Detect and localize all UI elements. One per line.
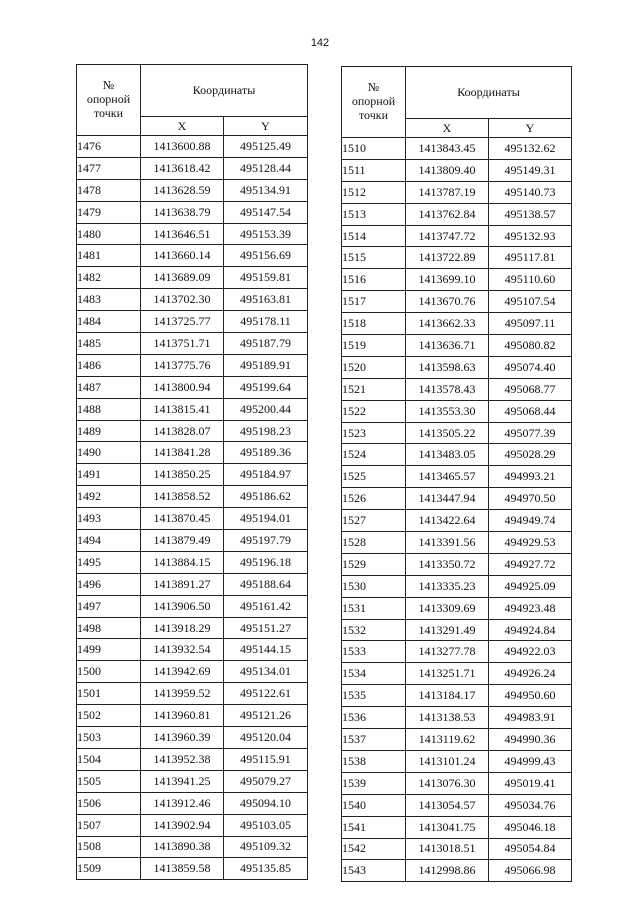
table-row [77, 705, 308, 727]
table-row [77, 289, 308, 311]
table-row [342, 269, 572, 291]
point-number-cell: 1512 [342, 181, 406, 203]
y-coordinate-cell: 495132.62 [489, 138, 572, 160]
y-coordinate-cell: 495187.79 [224, 333, 308, 355]
y-coordinate-cell: 495200.44 [224, 398, 308, 420]
table-row [77, 311, 308, 333]
point-number-cell: 1495 [77, 551, 141, 573]
x-coordinate-cell: 1413751.71 [141, 333, 224, 355]
table-row [342, 313, 572, 335]
point-number-cell: 1480 [77, 223, 141, 245]
table-row [77, 136, 308, 158]
y-coordinate-cell: 494983.91 [489, 707, 572, 729]
table-row [342, 816, 572, 838]
x-coordinate-cell: 1413076.30 [406, 772, 489, 794]
table-row [342, 750, 572, 772]
point-number-cell: 1494 [77, 530, 141, 552]
point-number-cell: 1487 [77, 376, 141, 398]
y-coordinate-cell: 494993.21 [489, 466, 572, 488]
x-coordinate-cell: 1413578.43 [406, 378, 489, 400]
x-coordinate-cell: 1413391.56 [406, 532, 489, 554]
table-row [342, 663, 572, 685]
point-number-cell: 1506 [77, 792, 141, 814]
y-header: Y [224, 117, 308, 136]
y-coordinate-cell: 495128.44 [224, 157, 308, 179]
point-number-cell: 1538 [342, 750, 406, 772]
point-number-cell: 1531 [342, 597, 406, 619]
y-coordinate-cell: 495153.39 [224, 223, 308, 245]
y-coordinate-cell: 495186.62 [224, 486, 308, 508]
x-coordinate-cell: 1413251.71 [406, 663, 489, 685]
coordinates-table-left [76, 64, 308, 880]
x-coordinate-cell: 1413101.24 [406, 750, 489, 772]
y-coordinate-cell: 495109.32 [224, 836, 308, 858]
table-row [342, 159, 572, 181]
y-coordinate-cell: 495054.84 [489, 838, 572, 860]
y-coordinate-cell: 494927.72 [489, 553, 572, 575]
y-coordinate-cell: 495144.15 [224, 639, 308, 661]
y-coordinate-cell: 495134.01 [224, 661, 308, 683]
table-row [77, 376, 308, 398]
coordinates-header: Координаты [406, 67, 572, 119]
y-coordinate-cell: 495019.41 [489, 772, 572, 794]
y-coordinate-cell: 494926.24 [489, 663, 572, 685]
point-number-cell: 1543 [342, 860, 406, 882]
table-row [342, 597, 572, 619]
table-row [77, 464, 308, 486]
table-row [342, 860, 572, 882]
x-coordinate-cell: 1413859.58 [141, 858, 224, 880]
point-header-line2: опорной [351, 94, 396, 109]
x-coordinate-cell: 1413041.75 [406, 816, 489, 838]
table-row [77, 748, 308, 770]
point-number-cell: 1477 [77, 157, 141, 179]
table-row [77, 267, 308, 289]
y-coordinate-cell: 495115.91 [224, 748, 308, 770]
y-coordinate-cell: 494970.50 [489, 488, 572, 510]
table-row [77, 333, 308, 355]
point-number-cell: 1530 [342, 575, 406, 597]
point-number-cell: 1513 [342, 203, 406, 225]
x-coordinate-cell: 1413952.38 [141, 748, 224, 770]
point-number-cell: 1526 [342, 488, 406, 510]
table-row [342, 466, 572, 488]
x-coordinate-cell: 1413138.53 [406, 707, 489, 729]
y-coordinate-cell: 495066.98 [489, 860, 572, 882]
point-number-cell: 1476 [77, 136, 141, 158]
table-row [77, 814, 308, 836]
point-header-line3: точки [358, 107, 389, 122]
x-coordinate-cell: 1413660.14 [141, 245, 224, 267]
point-header-line3: точки [93, 105, 124, 120]
table-row [77, 595, 308, 617]
point-number-cell: 1504 [77, 748, 141, 770]
table-row [342, 181, 572, 203]
x-coordinate-cell: 1413184.17 [406, 685, 489, 707]
point-number-cell: 1521 [342, 378, 406, 400]
point-number-cell: 1502 [77, 705, 141, 727]
y-coordinate-cell: 495198.23 [224, 420, 308, 442]
point-number-cell: 1522 [342, 400, 406, 422]
x-coordinate-cell: 1413960.81 [141, 705, 224, 727]
point-number-cell: 1501 [77, 683, 141, 705]
table-row [342, 685, 572, 707]
y-coordinate-cell: 494924.84 [489, 619, 572, 641]
table-row [342, 247, 572, 269]
y-coordinate-cell: 494929.53 [489, 532, 572, 554]
y-coordinate-cell: 495079.27 [224, 770, 308, 792]
point-number-cell: 1537 [342, 729, 406, 751]
x-coordinate-cell: 1413598.63 [406, 356, 489, 378]
y-coordinate-cell: 495178.11 [224, 311, 308, 333]
point-number-cell: 1498 [77, 617, 141, 639]
point-number-cell: 1485 [77, 333, 141, 355]
table-row [77, 442, 308, 464]
y-coordinate-cell: 495138.57 [489, 203, 572, 225]
point-number-cell: 1488 [77, 398, 141, 420]
y-coordinate-cell: 494999.43 [489, 750, 572, 772]
x-coordinate-cell: 1413702.30 [141, 289, 224, 311]
y-coordinate-cell: 494922.03 [489, 641, 572, 663]
y-coordinate-cell: 495188.64 [224, 573, 308, 595]
point-number-cell: 1489 [77, 420, 141, 442]
y-coordinate-cell: 495132.93 [489, 225, 572, 247]
point-number-cell: 1542 [342, 838, 406, 860]
y-coordinate-cell: 495199.64 [224, 376, 308, 398]
table-row [342, 356, 572, 378]
x-coordinate-cell: 1413815.41 [141, 398, 224, 420]
table-row [342, 488, 572, 510]
x-coordinate-cell: 1413725.77 [141, 311, 224, 333]
y-coordinate-cell: 495046.18 [489, 816, 572, 838]
table-row [77, 792, 308, 814]
table-row [342, 378, 572, 400]
table-row [77, 683, 308, 705]
point-number-cell: 1540 [342, 794, 406, 816]
point-number-header [342, 67, 406, 138]
x-coordinate-cell: 1413884.15 [141, 551, 224, 573]
point-number-cell: 1539 [342, 772, 406, 794]
x-coordinate-cell: 1413787.19 [406, 181, 489, 203]
y-coordinate-cell: 495189.91 [224, 354, 308, 376]
table-row [77, 858, 308, 880]
x-coordinate-cell: 1413018.51 [406, 838, 489, 860]
point-number-cell: 1484 [77, 311, 141, 333]
point-number-cell: 1507 [77, 814, 141, 836]
point-number-cell: 1511 [342, 159, 406, 181]
table-row [342, 772, 572, 794]
table-row [342, 838, 572, 860]
point-number-cell: 1510 [342, 138, 406, 160]
table-row [342, 619, 572, 641]
table-body-left [77, 136, 308, 880]
y-coordinate-cell: 495068.77 [489, 378, 572, 400]
table-row [77, 508, 308, 530]
point-number-cell: 1486 [77, 354, 141, 376]
x-header: X [406, 119, 489, 138]
y-coordinate-cell: 495196.18 [224, 551, 308, 573]
y-coordinate-cell: 495077.39 [489, 422, 572, 444]
x-coordinate-cell: 1413119.62 [406, 729, 489, 751]
x-coordinate-cell: 1413628.59 [141, 179, 224, 201]
point-number-cell: 1496 [77, 573, 141, 595]
x-coordinate-cell: 1413309.69 [406, 597, 489, 619]
x-coordinate-cell: 1413800.94 [141, 376, 224, 398]
point-number-cell: 1482 [77, 267, 141, 289]
y-header: Y [489, 119, 572, 138]
point-number-cell: 1491 [77, 464, 141, 486]
table-row [342, 203, 572, 225]
y-coordinate-cell: 495184.97 [224, 464, 308, 486]
y-coordinate-cell: 495034.76 [489, 794, 572, 816]
point-number-cell: 1500 [77, 661, 141, 683]
x-coordinate-cell: 1413858.52 [141, 486, 224, 508]
table-row [77, 617, 308, 639]
y-coordinate-cell: 495149.31 [489, 159, 572, 181]
point-header-line1: № [367, 80, 380, 95]
y-coordinate-cell: 494949.74 [489, 510, 572, 532]
y-coordinate-cell: 494950.60 [489, 685, 572, 707]
point-header-line1: № [102, 78, 115, 93]
x-coordinate-cell: 1413618.42 [141, 157, 224, 179]
table-row [342, 138, 572, 160]
x-coordinate-cell: 1413747.72 [406, 225, 489, 247]
x-coordinate-cell: 1413891.27 [141, 573, 224, 595]
table-row [342, 729, 572, 751]
point-number-cell: 1525 [342, 466, 406, 488]
x-coordinate-cell: 1413636.71 [406, 335, 489, 357]
point-number-cell: 1514 [342, 225, 406, 247]
x-coordinate-cell: 1413699.10 [406, 269, 489, 291]
table-row [77, 179, 308, 201]
x-coordinate-cell: 1413850.25 [141, 464, 224, 486]
y-coordinate-cell: 495117.81 [489, 247, 572, 269]
x-header: X [141, 117, 224, 136]
x-coordinate-cell: 1413422.64 [406, 510, 489, 532]
point-number-cell: 1478 [77, 179, 141, 201]
x-coordinate-cell: 1413890.38 [141, 836, 224, 858]
y-coordinate-cell: 495122.61 [224, 683, 308, 705]
table-row [77, 836, 308, 858]
point-number-cell: 1493 [77, 508, 141, 530]
coordinates-header: Координаты [141, 65, 308, 117]
table-row [342, 794, 572, 816]
x-coordinate-cell: 1413291.49 [406, 619, 489, 641]
table-row [77, 573, 308, 595]
point-number-cell: 1529 [342, 553, 406, 575]
x-coordinate-cell: 1413912.46 [141, 792, 224, 814]
y-coordinate-cell: 495163.81 [224, 289, 308, 311]
point-number-cell: 1503 [77, 727, 141, 749]
x-coordinate-cell: 1413775.76 [141, 354, 224, 376]
table-body-right [342, 138, 572, 882]
y-coordinate-cell: 495189.36 [224, 442, 308, 464]
x-coordinate-cell: 1413505.22 [406, 422, 489, 444]
point-number-cell: 1528 [342, 532, 406, 554]
y-coordinate-cell: 495125.49 [224, 136, 308, 158]
point-number-cell: 1492 [77, 486, 141, 508]
table-row [342, 335, 572, 357]
y-coordinate-cell: 495159.81 [224, 267, 308, 289]
point-number-cell: 1481 [77, 245, 141, 267]
table-row [77, 223, 308, 245]
x-coordinate-cell: 1413277.78 [406, 641, 489, 663]
coordinates-table-right [341, 66, 572, 882]
table-row [342, 575, 572, 597]
point-number-cell: 1483 [77, 289, 141, 311]
x-coordinate-cell: 1413902.94 [141, 814, 224, 836]
x-coordinate-cell: 1413932.54 [141, 639, 224, 661]
table-row [77, 486, 308, 508]
x-coordinate-cell: 1412998.86 [406, 860, 489, 882]
x-coordinate-cell: 1413447.94 [406, 488, 489, 510]
point-number-cell: 1508 [77, 836, 141, 858]
x-coordinate-cell: 1413828.07 [141, 420, 224, 442]
y-coordinate-cell: 495134.91 [224, 179, 308, 201]
y-coordinate-cell: 494925.09 [489, 575, 572, 597]
table-row [77, 245, 308, 267]
x-coordinate-cell: 1413054.57 [406, 794, 489, 816]
point-number-cell: 1509 [77, 858, 141, 880]
x-coordinate-cell: 1413960.39 [141, 727, 224, 749]
point-number-cell: 1536 [342, 707, 406, 729]
y-coordinate-cell: 495194.01 [224, 508, 308, 530]
point-number-cell: 1516 [342, 269, 406, 291]
table-row [342, 225, 572, 247]
table-row [77, 770, 308, 792]
y-coordinate-cell: 495156.69 [224, 245, 308, 267]
y-coordinate-cell: 495147.54 [224, 201, 308, 223]
x-coordinate-cell: 1413465.57 [406, 466, 489, 488]
point-number-cell: 1499 [77, 639, 141, 661]
y-coordinate-cell: 495110.60 [489, 269, 572, 291]
y-coordinate-cell: 495103.05 [224, 814, 308, 836]
x-coordinate-cell: 1413918.29 [141, 617, 224, 639]
y-coordinate-cell: 495135.85 [224, 858, 308, 880]
x-coordinate-cell: 1413483.05 [406, 444, 489, 466]
table-row [342, 553, 572, 575]
point-number-cell: 1490 [77, 442, 141, 464]
y-coordinate-cell: 495074.40 [489, 356, 572, 378]
y-coordinate-cell: 495140.73 [489, 181, 572, 203]
x-coordinate-cell: 1413841.28 [141, 442, 224, 464]
table-row [77, 157, 308, 179]
point-number-cell: 1515 [342, 247, 406, 269]
table-row [342, 707, 572, 729]
x-coordinate-cell: 1413879.49 [141, 530, 224, 552]
y-coordinate-cell: 495151.27 [224, 617, 308, 639]
point-number-cell: 1523 [342, 422, 406, 444]
x-coordinate-cell: 1413906.50 [141, 595, 224, 617]
table-row [77, 354, 308, 376]
x-coordinate-cell: 1413942.69 [141, 661, 224, 683]
point-number-cell: 1533 [342, 641, 406, 663]
table-row [77, 398, 308, 420]
point-number-cell: 1517 [342, 291, 406, 313]
y-coordinate-cell: 495097.11 [489, 313, 572, 335]
y-coordinate-cell: 494990.36 [489, 729, 572, 751]
point-number-cell: 1520 [342, 356, 406, 378]
table-row [77, 661, 308, 683]
point-header-line2: опорной [86, 92, 131, 107]
table-row [342, 641, 572, 663]
y-coordinate-cell: 495120.04 [224, 727, 308, 749]
x-coordinate-cell: 1413843.45 [406, 138, 489, 160]
table-row [342, 444, 572, 466]
point-number-cell: 1518 [342, 313, 406, 335]
x-coordinate-cell: 1413553.30 [406, 400, 489, 422]
y-coordinate-cell: 495121.26 [224, 705, 308, 727]
point-number-cell: 1505 [77, 770, 141, 792]
point-number-cell: 1535 [342, 685, 406, 707]
point-number-cell: 1527 [342, 510, 406, 532]
table-row [77, 201, 308, 223]
point-number-header [77, 65, 141, 136]
point-number-cell: 1532 [342, 619, 406, 641]
table-row [77, 551, 308, 573]
x-coordinate-cell: 1413600.88 [141, 136, 224, 158]
x-coordinate-cell: 1413809.40 [406, 159, 489, 181]
y-coordinate-cell: 495161.42 [224, 595, 308, 617]
point-number-cell: 1519 [342, 335, 406, 357]
y-coordinate-cell: 495197.79 [224, 530, 308, 552]
x-coordinate-cell: 1413870.45 [141, 508, 224, 530]
table-row [77, 639, 308, 661]
x-coordinate-cell: 1413762.84 [406, 203, 489, 225]
y-coordinate-cell: 495068.44 [489, 400, 572, 422]
point-number-cell: 1479 [77, 201, 141, 223]
page-number: 142 [310, 37, 330, 49]
table-row [342, 510, 572, 532]
table-row [342, 400, 572, 422]
table-row [77, 727, 308, 749]
point-number-cell: 1541 [342, 816, 406, 838]
y-coordinate-cell: 495107.54 [489, 291, 572, 313]
table-row [342, 422, 572, 444]
x-coordinate-cell: 1413646.51 [141, 223, 224, 245]
y-coordinate-cell: 495094.10 [224, 792, 308, 814]
y-coordinate-cell: 495028.29 [489, 444, 572, 466]
point-number-cell: 1497 [77, 595, 141, 617]
table-row [77, 530, 308, 552]
x-coordinate-cell: 1413670.76 [406, 291, 489, 313]
point-number-cell: 1524 [342, 444, 406, 466]
point-number-cell: 1534 [342, 663, 406, 685]
x-coordinate-cell: 1413335.23 [406, 575, 489, 597]
table-row [342, 532, 572, 554]
table-row [77, 420, 308, 442]
x-coordinate-cell: 1413662.33 [406, 313, 489, 335]
x-coordinate-cell: 1413350.72 [406, 553, 489, 575]
x-coordinate-cell: 1413941.25 [141, 770, 224, 792]
x-coordinate-cell: 1413959.52 [141, 683, 224, 705]
x-coordinate-cell: 1413689.09 [141, 267, 224, 289]
y-coordinate-cell: 495080.82 [489, 335, 572, 357]
table-row [342, 291, 572, 313]
y-coordinate-cell: 494923.48 [489, 597, 572, 619]
x-coordinate-cell: 1413722.89 [406, 247, 489, 269]
x-coordinate-cell: 1413638.79 [141, 201, 224, 223]
